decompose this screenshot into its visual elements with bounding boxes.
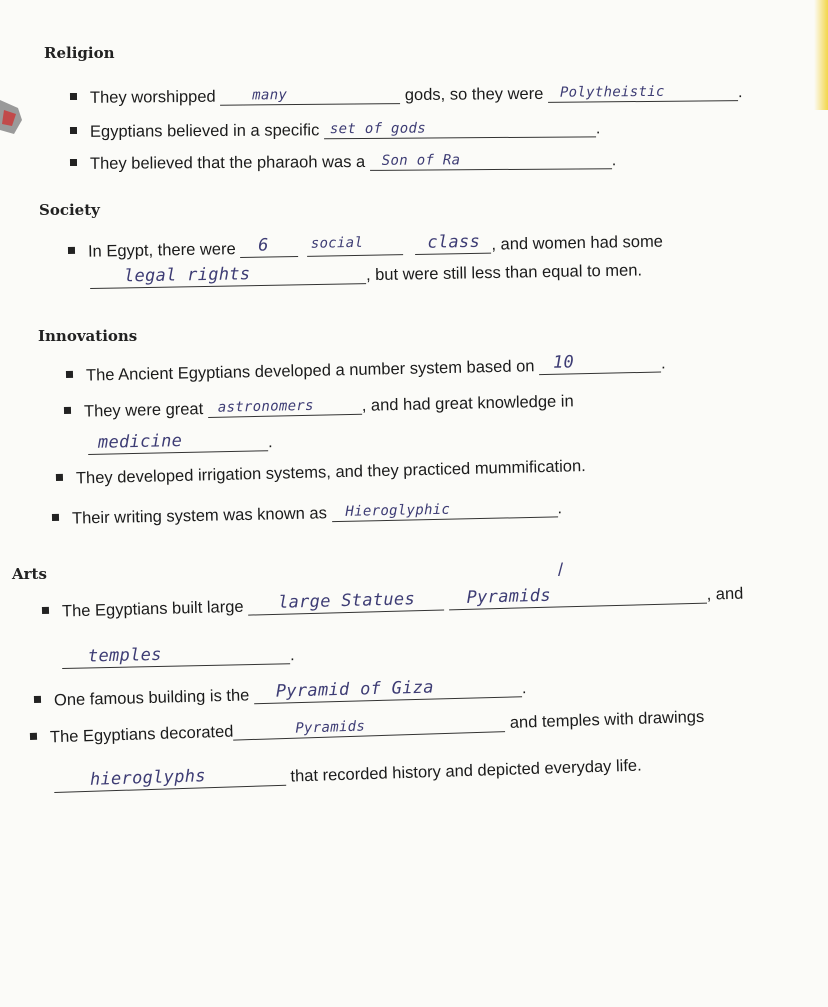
text: One famous building is the xyxy=(53,686,250,710)
answer-blank xyxy=(331,496,557,522)
innovations-line-2 xyxy=(64,389,574,422)
text: , and xyxy=(706,584,744,604)
text: They developed irrigation systems, and they practiced mummification. xyxy=(75,457,586,488)
text: , but were still less than equal to men. xyxy=(365,261,643,285)
answer-blank xyxy=(307,234,403,257)
arts-line-5 xyxy=(54,754,642,794)
text: . xyxy=(595,119,601,138)
handwritten-answer: Polytheistic xyxy=(559,83,665,101)
section-title-religion: Religion xyxy=(44,44,115,62)
bullet-icon xyxy=(66,371,73,378)
check-mark-icon: / xyxy=(558,560,564,580)
bullet-icon xyxy=(30,733,37,740)
bullet-icon xyxy=(70,159,77,166)
bullet-icon xyxy=(34,696,41,703)
religion-line-1 xyxy=(70,80,743,108)
innovations-line-5 xyxy=(52,496,562,529)
section-title-society: Society xyxy=(39,201,100,219)
section-title-arts: Arts xyxy=(12,565,47,583)
text: Egyptians believed in a specific xyxy=(89,121,320,141)
innovations-line-1 xyxy=(66,351,666,386)
handwritten-answer: medicine xyxy=(97,431,183,453)
answer-blank xyxy=(415,233,491,255)
bullet-icon xyxy=(70,93,77,100)
text: They worshipped xyxy=(89,87,216,107)
handwritten-answer: legal rights xyxy=(123,264,251,287)
handwritten-answer: large Statues xyxy=(277,589,416,613)
answer-blank xyxy=(220,83,400,106)
bullet-icon xyxy=(42,607,49,614)
innovations-line-4 xyxy=(56,457,586,489)
answer-blank xyxy=(233,711,506,741)
handwritten-answer: Hieroglyphic xyxy=(345,501,451,520)
answer-blank xyxy=(208,394,362,418)
text: . xyxy=(660,354,666,373)
handwritten-answer: many xyxy=(252,87,288,104)
bullet-icon xyxy=(52,514,59,521)
page-edge-shadow xyxy=(814,0,828,110)
handwritten-answer: set of gods xyxy=(329,120,426,138)
answer-blank xyxy=(370,148,612,171)
answer-blank xyxy=(54,765,287,793)
text: The Egyptians built large xyxy=(61,597,244,621)
text: . xyxy=(557,499,563,518)
innovations-line-3 xyxy=(88,430,273,456)
arts-line-3 xyxy=(34,676,527,711)
handwritten-answer: hieroglyphs xyxy=(89,766,207,790)
text: Their writing system was known as xyxy=(71,504,328,528)
answer-blank xyxy=(539,352,661,376)
text: . xyxy=(737,83,743,102)
handwritten-answer: class xyxy=(427,231,481,253)
bullet-icon xyxy=(70,127,77,134)
text: In Egypt, there were xyxy=(87,240,236,261)
handwritten-answer: Pyramids xyxy=(295,718,366,737)
text: . xyxy=(289,646,295,665)
section-title-innovations: Innovations xyxy=(38,327,138,345)
text: and temples with drawings xyxy=(509,707,705,732)
bullet-icon xyxy=(64,407,71,414)
answer-blank xyxy=(448,583,706,611)
arts-line-2 xyxy=(62,643,295,670)
text: . xyxy=(611,151,617,170)
handwritten-answer: Son of Ra xyxy=(381,152,461,169)
answer-blank xyxy=(240,236,298,258)
handwritten-answer: 6 xyxy=(258,235,269,256)
society-line-2 xyxy=(90,258,642,290)
society-line-1 xyxy=(68,230,663,262)
handwritten-answer: astronomers xyxy=(217,397,314,416)
answer-blank xyxy=(548,80,738,103)
handwritten-answer: Pyramid of Giza xyxy=(275,677,435,702)
bullet-icon xyxy=(56,474,63,481)
text: The Ancient Egyptians developed a number system based on xyxy=(85,357,535,385)
text: , and women had some xyxy=(491,232,664,254)
handwritten-answer: Pyramids xyxy=(466,585,552,608)
text: gods, so they were xyxy=(404,84,544,105)
bullet-icon xyxy=(68,247,75,254)
answer-blank xyxy=(88,430,268,455)
answer-blank xyxy=(324,116,596,139)
answer-blank xyxy=(254,676,522,704)
handwritten-answer: social xyxy=(310,234,364,252)
text: . xyxy=(267,433,273,452)
arts-line-1 xyxy=(42,582,744,622)
text: The Egyptians decorated xyxy=(49,722,234,747)
answer-blank xyxy=(62,643,290,669)
text: , and had great knowledge in xyxy=(361,392,574,415)
answer-blank xyxy=(90,263,366,289)
text: . xyxy=(521,679,527,698)
religion-line-3 xyxy=(70,148,617,174)
religion-line-2 xyxy=(70,116,601,142)
text: They believed that the pharaoh was a xyxy=(89,152,366,173)
handwritten-answer: temples xyxy=(87,644,162,667)
handwritten-answer: 10 xyxy=(552,352,575,373)
answer-blank xyxy=(248,589,444,615)
text: that recorded history and depicted everyday life. xyxy=(290,756,642,786)
arts-line-4 xyxy=(30,705,705,748)
binder-clip-icon xyxy=(0,90,26,150)
text: They were great xyxy=(83,400,204,421)
